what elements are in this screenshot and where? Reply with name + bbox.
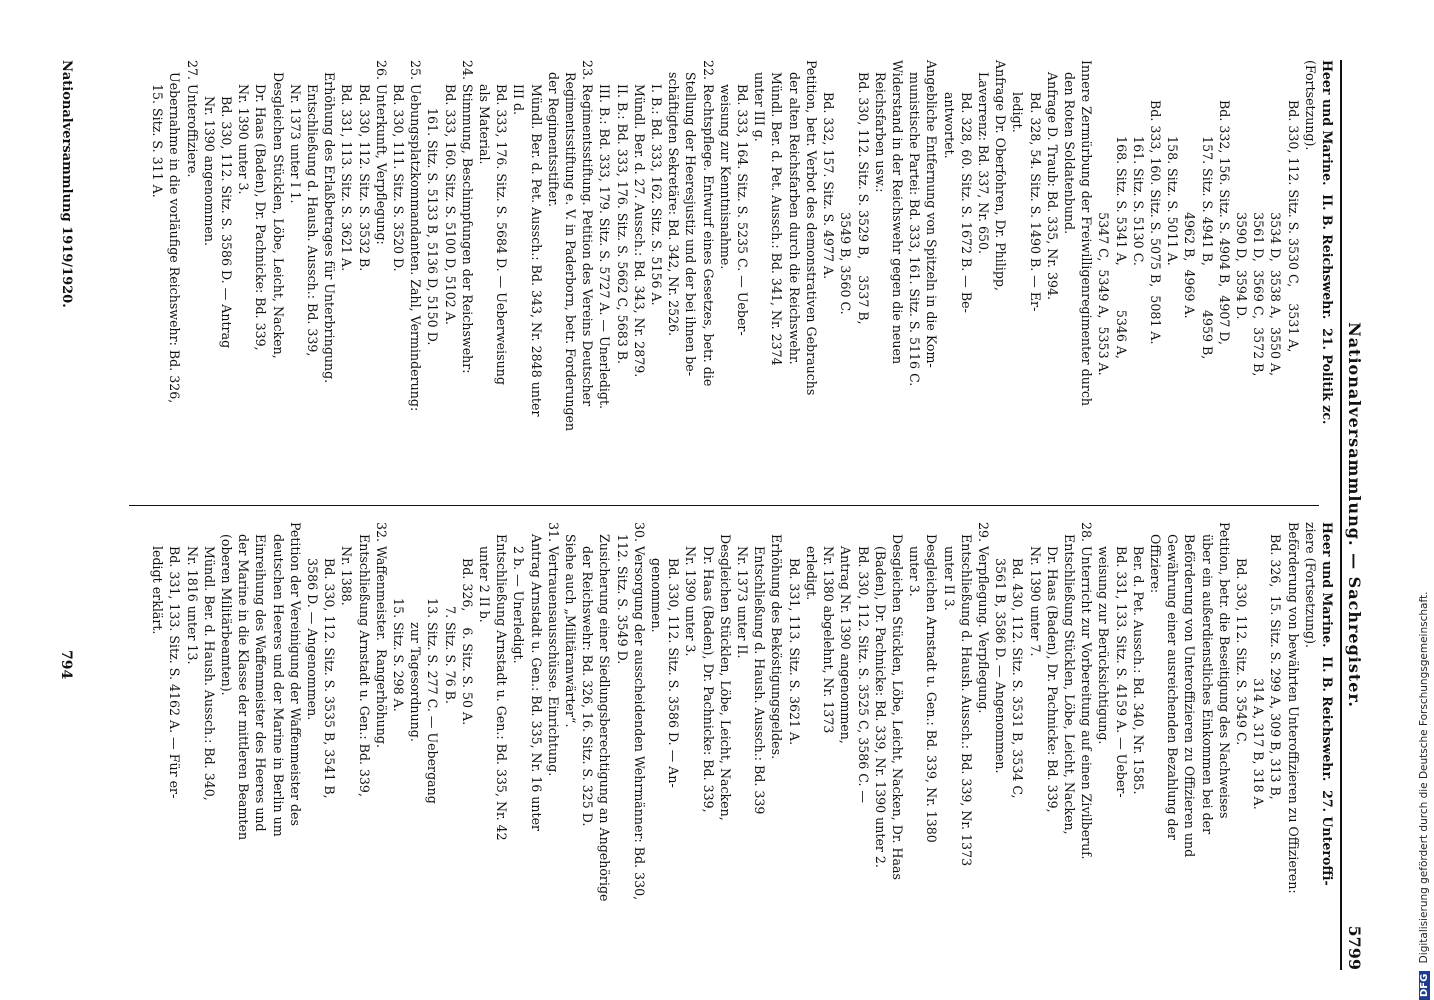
register-line: 161. Sitz. S. 5133 B, 5136 D, 5150 D. bbox=[425, 60, 441, 346]
register-line: Mündl. Ber. d. Haush. Aussch.: Bd. 340, bbox=[201, 522, 217, 801]
register-line: 3590 D, 3594 D. bbox=[1233, 60, 1249, 320]
register-line: Bd. 330, 112. Sitz. S. 3530 C, 3531 A, bbox=[1285, 60, 1301, 353]
register-line: Bd. 333, 160. Sitz. S. 5100 D, 5102 A. bbox=[442, 60, 458, 325]
register-line: 32. Waffenmeister. Rangerhöhung. bbox=[373, 522, 389, 748]
register-line: Zusicherung einer Siedlungsberechtigung an Angehörige bbox=[597, 522, 613, 902]
register-line: Bd. 330, 112. Sitz. S. 3586 D. — An- bbox=[666, 522, 682, 788]
register-line: 7. Sitz. S. 76 B. bbox=[442, 522, 458, 704]
register-line: Beförderung von bewährten Unteroffizieren zu Offizieren: bbox=[1285, 522, 1301, 894]
register-line: Bd. 328, 60. Sitz. S. 1672 B. — Be- bbox=[958, 60, 974, 313]
dfg-logo: DFG bbox=[1419, 971, 1430, 1000]
register-line: III. B.: Bd. 333, 179. Sitz. S. 5727 A. — Unerledigt. bbox=[597, 60, 613, 410]
register-line: Gewährung einer ausreichenden Bezahlung der bbox=[1165, 522, 1181, 841]
register-line: 29. Verpflegung. Verpflegung. bbox=[975, 522, 991, 714]
register-line: Nr. 1390 unter 3. bbox=[236, 60, 252, 195]
register-line: munistische Partei: Bd. 333, 161. Sitz. S. 5116 C. bbox=[907, 60, 923, 387]
register-line: Entschließung d. Haush. Aussch.: Bd. 339 bbox=[752, 522, 768, 815]
register-line: 15. Sitz. S. 311 A. bbox=[150, 60, 166, 198]
register-line: über ein außerdienstliches Einkommen bei der bbox=[1199, 522, 1215, 835]
register-line: Bd. 333, 160. Sitz. S. 5075 B, 5081 A. bbox=[1147, 60, 1163, 345]
register-line: Siehe auch „Militäranwärter“. bbox=[563, 522, 579, 728]
register-line: 3561 D, 3569 C, 3572 B, bbox=[1251, 60, 1267, 377]
register-line: Entschließung d. Haush. Aussch.: Bd. 339, Nr. 1373 bbox=[958, 522, 974, 867]
register-line: Entschließung Arnstadt u. Gen.: Bd. 339, bbox=[356, 522, 372, 797]
register-line: 27. Unteroffiziere. bbox=[184, 60, 200, 178]
register-line: Antrag Nr. 1390 angenommen, bbox=[838, 522, 854, 744]
register-line: 28. Unterricht zur Vorbereitung auf einen Zivilberuf. bbox=[1079, 522, 1095, 860]
register-line: unter II 3. bbox=[941, 522, 957, 611]
register-line: Desgleichen Stücklen, Löbe, Leicht, Nacken, bbox=[717, 522, 733, 821]
register-line: Bd. 328, 54. Sitz. S. 1490 B. — Er- bbox=[1027, 60, 1043, 312]
register-line: Nr. 1390 unter 7. bbox=[1027, 522, 1043, 657]
register-line: Erhöhung des Erlaßbetrages für Unterbringung. bbox=[322, 60, 338, 384]
register-line: 30. Versorgung der ausscheidenden Wehrmänner: Bd. 330, bbox=[631, 522, 647, 901]
register-line: ledigt erklärt. bbox=[150, 522, 166, 635]
credit-text: Digitalisierung gefördert durch die Deutsche Forschungsgemeinschaft. bbox=[1418, 591, 1430, 964]
register-line: Dr. Haas (Baden), Dr. Pachnicke: Bd. 339, bbox=[1044, 522, 1060, 813]
register-line: Nr. 1373 unter I 1. bbox=[287, 60, 303, 204]
register-line: antwortet. bbox=[941, 60, 957, 159]
register-line: Uebernahme in die vorläufige Reichswehr: Bd. 326, bbox=[167, 60, 183, 404]
register-line: Regimentsstiftung e. V. in Paderborn, betr. Forderungen bbox=[563, 60, 579, 432]
register-line: Nr. 1388. bbox=[339, 522, 355, 606]
register-line: 3561 B, 3586 D. — Angenommen. bbox=[993, 522, 1009, 774]
register-line: Stellung der Heeresjustiz und der bei ihnen be- bbox=[683, 60, 699, 377]
register-line: 112. Sitz. S. 3549 D. bbox=[614, 522, 630, 665]
register-line: der Reichswehr: Bd. 326, 16. Sitz. S. 325 D. bbox=[580, 522, 596, 827]
footer-volume: Nationalversammlung 1919/1920. bbox=[59, 60, 74, 308]
register-line: 26. Unterkunft, Verpflegung: bbox=[373, 60, 389, 245]
register-line: Bd. 326, 15. Sitz. S. 299 A, 309 B, 313 B, bbox=[1268, 522, 1284, 800]
register-line: der Marine in die Klasse der mittleren Beamten bbox=[236, 522, 252, 841]
right-column bbox=[149, 522, 1336, 958]
register-line: Nr. 1816 unter 13. bbox=[184, 522, 200, 665]
page-title: Nationalversammlung. — Sachregister. bbox=[1345, 322, 1364, 708]
register-line: Bd. 333, 176. Sitz. S. 5684 D. — Ueberweisung bbox=[494, 60, 510, 385]
register-line: (Fortsetzung). bbox=[1302, 60, 1318, 151]
register-line: Bd. 330, 112. Sitz. S. 3549 C. bbox=[1233, 522, 1249, 746]
register-line: Bd. 330, 112. Sitz. S. 3525 C, 3586 C. — bbox=[855, 522, 871, 804]
register-line: 161. Sitz. S. 5130 C. bbox=[1130, 60, 1146, 266]
register-line: der Regimentsstifter. bbox=[545, 60, 561, 207]
register-line: der alten Reichsfarben durch die Reichswehr. bbox=[786, 60, 802, 365]
register-line: 158. Sitz. S. 5011 A. bbox=[1165, 60, 1181, 266]
register-line: II. B.: Bd. 333, 176. Sitz. S. 5662 C, 5683 B. bbox=[614, 60, 630, 364]
register-line: Desgleichen Stücklen, Löbe, Leicht, Nacken, Dr. Haas bbox=[889, 522, 905, 880]
register-line: Bd. 330, 111. Sitz. S. 3520 D. bbox=[391, 60, 407, 272]
register-line: 31. Vertrauensausschüsse. Einrichtung. bbox=[545, 522, 561, 777]
section-heading: Heer und Marine. II. B. Reichswehr. 27. Unteroffi- bbox=[1320, 522, 1335, 886]
register-line: 2 b. — Unerledigt. bbox=[511, 522, 527, 664]
register-line: ziere (Fortsetzung). bbox=[1302, 522, 1318, 649]
register-line: Bd. 331, 133. Sitz. S. 4159 A. — Ueber- bbox=[1113, 522, 1129, 798]
register-line: deutschen Heeres und der Marine in Berlin um bbox=[270, 522, 286, 837]
register-line: Petition der Vereinigung der Waffenmeister des bbox=[287, 522, 303, 826]
register-line: Nr. 1380 abgelehnt, Nr. 1373 bbox=[821, 522, 837, 734]
register-line: Antrag Arnstadt u. Gen.: Bd. 335, Nr. 16 unter bbox=[528, 522, 544, 832]
register-line: Nr. 1390 angenommen. bbox=[201, 60, 217, 247]
register-line: 13. Sitz. S. 277 C. — Uebergang bbox=[425, 522, 441, 804]
register-line: Ber. d. Pet. Aussch.: Bd. 340, Nr. 1585. bbox=[1130, 522, 1146, 795]
register-line: Desgleichen Stücklen, Löbe, Leicht, Nacken, bbox=[270, 60, 286, 359]
page-number: 5799 bbox=[1345, 925, 1364, 970]
register-line: Petition, betr. die Beseitigung des Nachweises bbox=[1216, 522, 1232, 819]
register-line: genommen. bbox=[649, 522, 665, 633]
register-line: Bd. 331, 133. Sitz. S. 4162 A. — Für er- bbox=[167, 522, 183, 799]
register-line: Beförderung von Unteroffizieren zu Offizieren und bbox=[1182, 522, 1198, 858]
register-line: 3534 D, 3538 A, 3550 A, bbox=[1268, 60, 1284, 377]
register-line: 23. Regimentsstiftung. Petition des Vereins Deutscher bbox=[580, 60, 596, 407]
register-line: 4962 B, 4969 A. bbox=[1182, 60, 1198, 319]
column-divider bbox=[129, 505, 1319, 506]
register-line: Bd. 332, 157. Sitz. S. 4977 A. bbox=[821, 60, 837, 280]
register-line: Dr. Haas (Baden), Dr. Pachnicke: Bd. 339, bbox=[700, 522, 716, 813]
register-line: erledigt. bbox=[803, 522, 819, 601]
register-line: Angebliche Entfernung von Spitzeln in die Kom- bbox=[924, 60, 940, 368]
register-line: Entschließung Arnstadt u. Gen.: Bd. 335, Nr. 42 bbox=[494, 522, 510, 841]
register-line: unter 2 II b. bbox=[477, 522, 493, 623]
register-line: Mündl. Ber. d. 27. Aussch.: Bd. 343, Nr. 2879. bbox=[631, 60, 647, 378]
register-line: 314 A, 317 B, 318 A. bbox=[1251, 522, 1267, 810]
register-line: Bd. 330, 112. Sitz. S. 3586 D. — Antrag bbox=[219, 60, 234, 349]
register-line: Dr. Haas (Baden), Dr. Pachnicke: Bd. 339, bbox=[253, 60, 269, 351]
register-line: Mündl. Ber. d. Pet. Aussch.: Bd. 343, Nr. 2848 unter bbox=[528, 60, 544, 417]
register-line: Entschließung Stücklen, Löbe, Leicht, Nacken, bbox=[1061, 522, 1077, 835]
register-line: 25. Uebungsplatzkommandanten. Zahl, Verminderung: bbox=[408, 60, 424, 412]
register-line: Bd. 326, 6. Sitz. S. 50 A. bbox=[459, 522, 475, 726]
register-line: 15. Sitz. S. 298 A. bbox=[391, 522, 407, 712]
register-line: Desgleichen Arnstadt u. Gen.: Bd. 339, Nr. 1380 bbox=[924, 522, 940, 843]
register-line: 3549 B, 3560 C. bbox=[838, 60, 854, 315]
register-line: Entschließung d. Haush. Aussch.: Bd. 339, bbox=[305, 60, 321, 357]
register-line: 157. Sitz. S. 4941 B, 4959 B, bbox=[1199, 60, 1215, 360]
register-line: Innere Zermürbung der Freiwilligenregimenter durch bbox=[1079, 60, 1095, 407]
register-line: Bd. 330, 112. Sitz. S. 3532 B. bbox=[356, 60, 372, 272]
page-header bbox=[1342, 60, 1364, 970]
register-line: Bd. 430, 112. Sitz. S. 3531 B, 3534 C, bbox=[1010, 522, 1026, 799]
register-line: 3586 D. — Angenommen. bbox=[305, 522, 321, 721]
register-line: (oberen Militärbeamten). bbox=[219, 522, 234, 696]
register-line: Nr. 1390 unter 3. bbox=[683, 522, 699, 657]
register-line: Offiziere: bbox=[1147, 522, 1163, 594]
header-rule bbox=[1340, 60, 1342, 970]
register-line: 24. Stimmung, Beschimpfungen der Reichswehr: bbox=[459, 60, 475, 374]
register-line: ledigt. bbox=[1010, 60, 1026, 133]
register-line: Widerstand in der Reichswehr gegen die neuen bbox=[889, 60, 905, 365]
register-line: schäftigten Sekretäre: Bd. 342, Nr. 2526. bbox=[666, 60, 682, 337]
register-line: weisung zur Berücksichtigung. bbox=[1096, 522, 1112, 745]
register-line: den Roten Soldatenbund. bbox=[1061, 60, 1077, 235]
left-column bbox=[149, 60, 1336, 485]
register-line: Reichsfarben usw.: bbox=[872, 60, 888, 193]
register-line: III d. bbox=[511, 60, 527, 116]
register-line: Bd. 332, 156. Sitz. S. 4904 B, 4907 D, bbox=[1216, 60, 1232, 346]
register-line: als Material. bbox=[477, 60, 493, 165]
register-line: Bd. 330, 112. Sitz. S. 3529 B, 3537 B, bbox=[855, 60, 871, 325]
register-line: 5347 C, 5349 A, 5353 A. bbox=[1096, 60, 1112, 376]
register-line: Bd. 330, 112. Sitz. S. 3535 B, 3541 B, bbox=[322, 522, 338, 799]
register-line: Bd. 331, 113. Sitz. S. 3621 A. bbox=[786, 522, 802, 746]
register-line: Laverrenz: Bd. 337, Nr. 650. bbox=[975, 60, 991, 255]
register-line: Nr. 1373 unter II. bbox=[735, 522, 751, 659]
register-line: unter III g. bbox=[752, 60, 768, 142]
register-line: zur Tagesordnung. bbox=[408, 522, 424, 742]
digitization-credit bbox=[1418, 592, 1430, 1000]
register-line: Anfrage D. Traub: Bd. 335, Nr. 394. bbox=[1044, 60, 1060, 300]
footer-page-number: 794 bbox=[58, 650, 74, 680]
register-line: 168. Sitz. S. 5341 A, 5346 A, bbox=[1113, 60, 1129, 359]
register-line: Anfrage Dr. Oberfohren, Dr. Philipp, bbox=[993, 60, 1009, 291]
register-line: Mündl. Ber. d. Pet. Aussch.: Bd. 341, Nr. 2374 bbox=[769, 60, 785, 366]
register-line: Einreihung des Waffenmeister des Heeres und bbox=[253, 522, 269, 832]
register-line: (Baden), Dr. Pachnicke: Bd. 339, Nr. 1390 unter 2. bbox=[872, 522, 888, 868]
register-line: weisung zur Kenntnisnahme. bbox=[717, 60, 733, 270]
register-line: Erhöhung des Beköstigungsgeldes. bbox=[769, 522, 785, 760]
register-line: Bd. 331, 113. Sitz. S. 3621 A. bbox=[339, 60, 355, 272]
register-line: I. B.: Bd. 333, 162. Sitz. S. 5156 A. bbox=[649, 60, 665, 306]
register-line: unter 3. bbox=[907, 522, 923, 597]
section-heading: Heer und Marine. II. B. Reichswehr. 21. Politik zc. bbox=[1320, 60, 1335, 425]
register-line: Bd. 333, 164. Sitz. S. 5235 C. — Ueber- bbox=[735, 60, 751, 336]
register-line: 22. Rechtspflege. Entwurf eines Gesetzes, betr. die bbox=[700, 60, 716, 387]
register-line: Petition, betr. Verbot des demonstrativen Gebrauchs bbox=[803, 60, 819, 396]
